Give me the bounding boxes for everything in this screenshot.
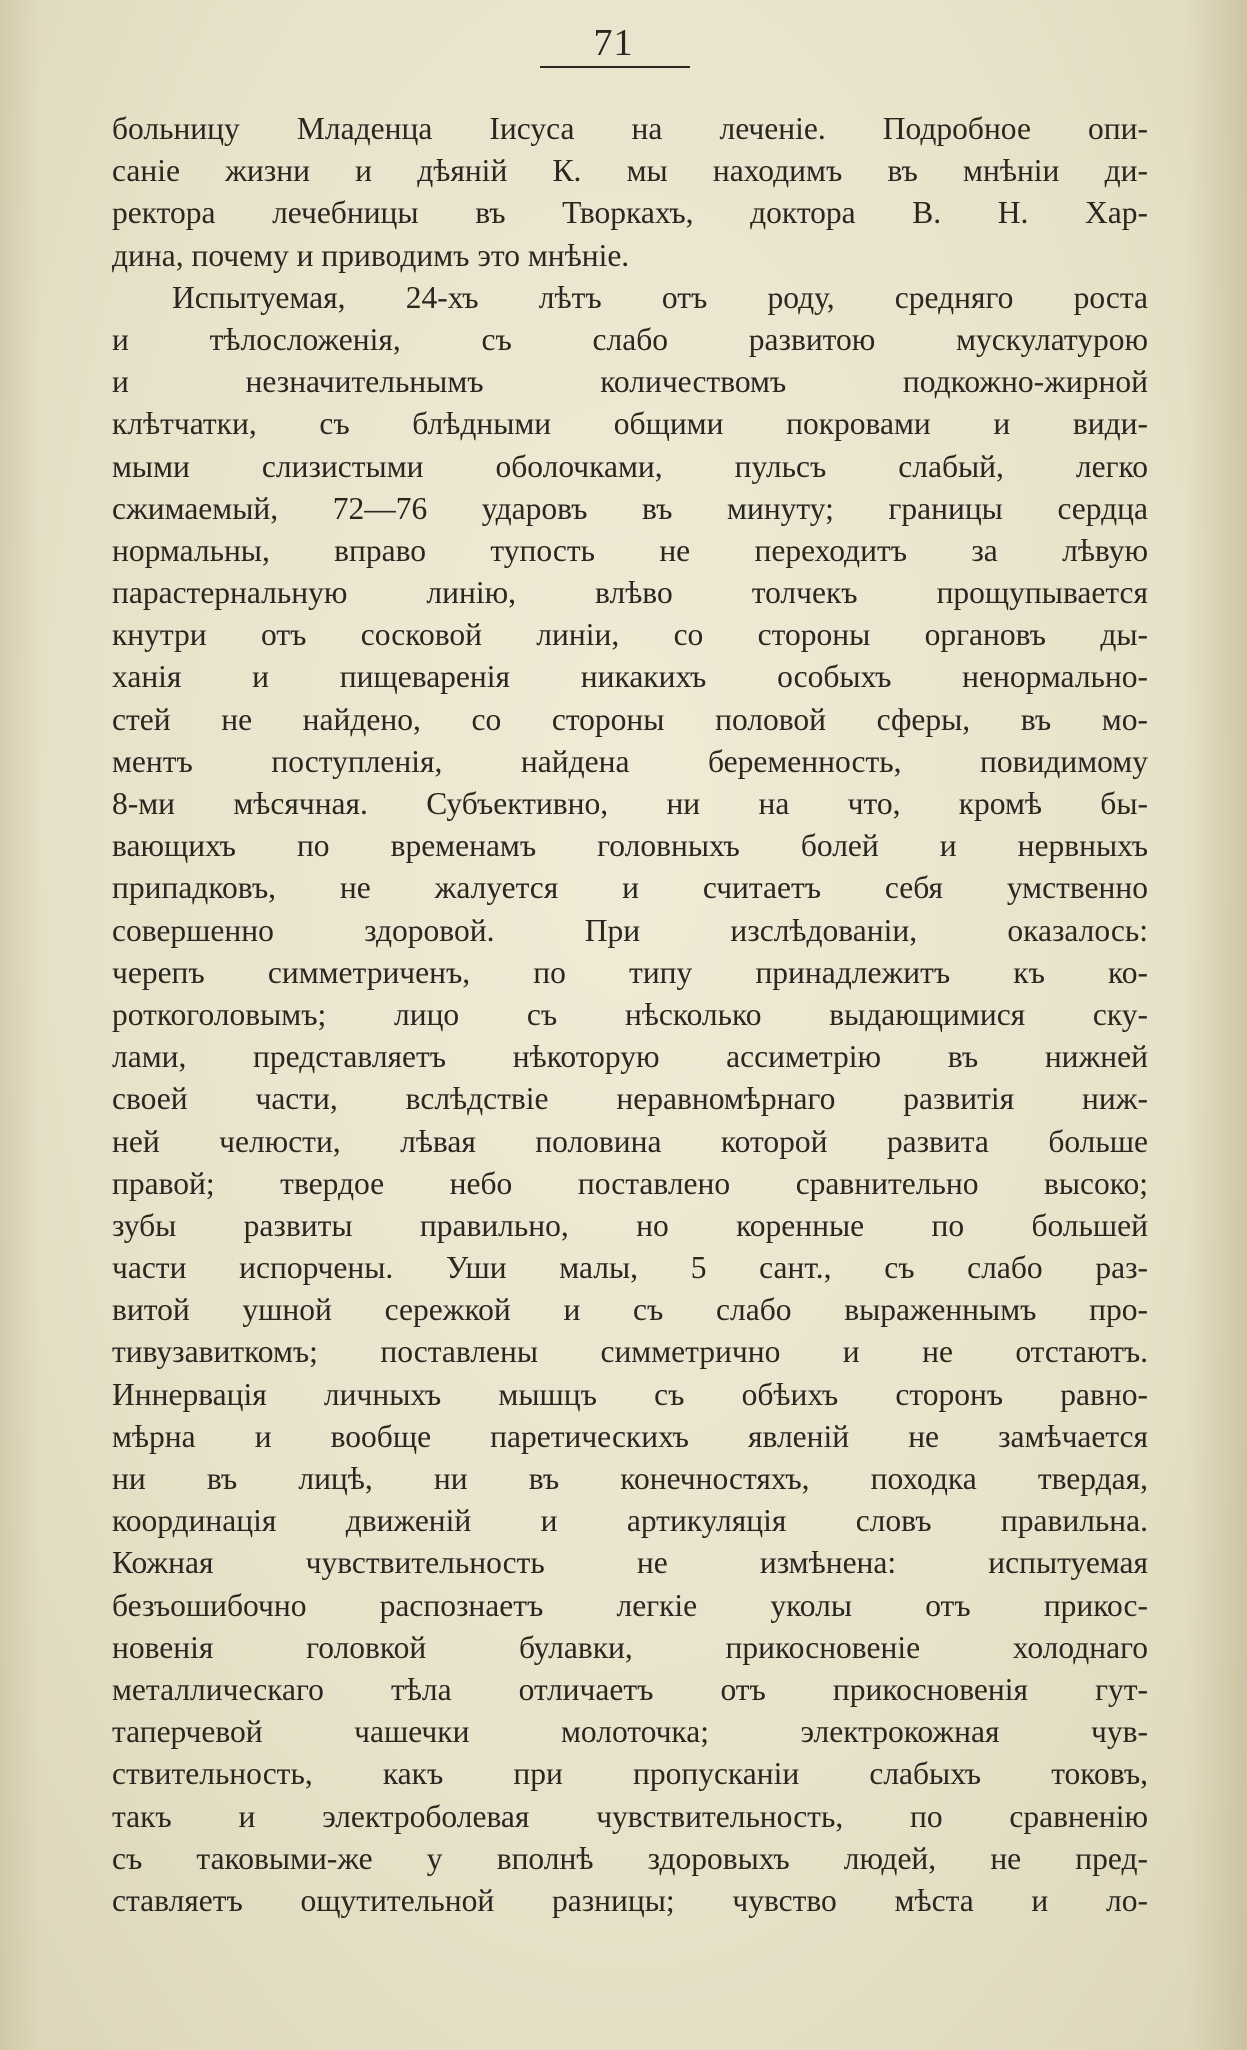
text-line: витой ушной сережкой и съ слабо выраженнымъ про- [112, 1292, 1148, 1328]
text-line: мѣрна и вообще паретическихъ явленій не замѣчается [112, 1418, 1148, 1454]
text-line: правой; твердое небо поставлено сравнительно высоко; [112, 1165, 1148, 1201]
text-line: таперчевой чашечки молоточка; электрокожная чув- [112, 1714, 1148, 1750]
text-line: Кожная чувствительность не измѣнена: испытуемая [112, 1545, 1148, 1581]
text-line: съ таковыми-же у вполнѣ здоровыхъ людей, не пред- [112, 1840, 1148, 1876]
text-line: 8-ми мѣсячная. Субъективно, ни на что, кромѣ бы- [112, 786, 1148, 821]
text-line: сжимаемый, 72—76 ударовъ въ минуту; границы сердца [112, 490, 1148, 526]
text-line: кнутри отъ сосковой линіи, со стороны органовъ ды- [112, 617, 1148, 653]
text-line: и незначительнымъ количествомъ подкожно-жирной [112, 364, 1148, 400]
page-left-shadow [0, 0, 40, 2050]
text-line: зубы развиты правильно, но коренные по большей [112, 1207, 1148, 1243]
text-line: нормальны, вправо тупость не переходитъ за лѣвую [112, 532, 1148, 568]
text-line: черепъ симметриченъ, по типу принадлежитъ къ ко- [112, 954, 1148, 990]
text-line: припадковъ, не жалуется и считаетъ себя умственно [112, 870, 1148, 906]
text-line: и тѣлосложенія, съ слабо развитою мускулатурою [112, 321, 1148, 357]
text-line: Иннервація личныхъ мышцъ съ обѣихъ сторонъ равно- [112, 1376, 1148, 1412]
text-line: ханія и пищеваренія никакихъ особыхъ ненормально- [112, 659, 1148, 695]
text-line: вающихъ по временамъ головныхъ болей и нервныхъ [112, 828, 1148, 864]
text-line: координація движеній и артикуляція словъ правильна. [112, 1503, 1148, 1539]
page-right-shadow [1187, 0, 1247, 2050]
text-line: больницу Младенца Іисуса на леченіе. Подробное опи- [112, 111, 1148, 146]
text-line: своей части, вслѣдствіе неравномѣрнаго развитія ниж- [112, 1081, 1148, 1117]
text-line: ствительность, какъ при пропусканіи слабыхъ токовъ, [112, 1756, 1148, 1792]
page-number: 71 [593, 22, 634, 64]
text-line: безъошибочно распознаетъ легкіе уколы отъ прикос- [112, 1587, 1148, 1623]
text-line: части испорчены. Уши малы, 5 сант., съ слабо раз- [112, 1250, 1148, 1286]
text-line: роткоголовымъ; лицо съ нѣсколько выдающимися ску- [112, 996, 1148, 1032]
text-line: дина, почему и приводимъ это мнѣніе. [112, 237, 630, 273]
text-line: новенія головкой булавки, прикосновеніе холоднаго [112, 1629, 1148, 1665]
text-line: металлическаго тѣла отличаетъ отъ прикосновенія гут- [112, 1671, 1148, 1707]
text-line: ней челюсти, лѣвая половина которой развита больше [112, 1123, 1148, 1159]
text-line: парастернальную линію, влѣво толчекъ прощупывается [112, 575, 1148, 611]
text-line: ректора лечебницы въ Творкахъ, доктора В. Н. Хар- [112, 195, 1148, 231]
header-rule [540, 66, 690, 68]
text-line: ни въ лицѣ, ни въ конечностяхъ, походка твердая, [112, 1461, 1148, 1496]
body-text [112, 108, 1148, 1922]
text-line: Испытуемая, 24-хъ лѣтъ отъ роду, средняго роста [172, 279, 1148, 315]
text-line: совершенно здоровой. При изслѣдованіи, оказалось: [112, 912, 1148, 948]
text-line: стей не найдено, со стороны половой сферы, въ мо- [112, 701, 1148, 737]
text-line: клѣтчатки, съ блѣдными общими покровами и види- [112, 406, 1148, 442]
text-line: ставляетъ ощутительной разницы; чувство мѣста и ло- [112, 1882, 1148, 1918]
text-line: ментъ поступленія, найдена беременность, повидимому [112, 743, 1148, 779]
text-line: такъ и электроболевая чувствительность, по сравненію [112, 1798, 1148, 1834]
text-line: мыми слизистыми оболочками, пульсъ слабый, легко [112, 448, 1148, 484]
text-line: саніе жизни и дѣяній К. мы находимъ въ мнѣніи ди- [112, 153, 1148, 189]
text-line: тивузавиткомъ; поставлены симметрично и не отстаютъ. [112, 1334, 1148, 1370]
text-line: лами, представляетъ нѣкоторую ассиметрію въ нижней [112, 1039, 1148, 1075]
